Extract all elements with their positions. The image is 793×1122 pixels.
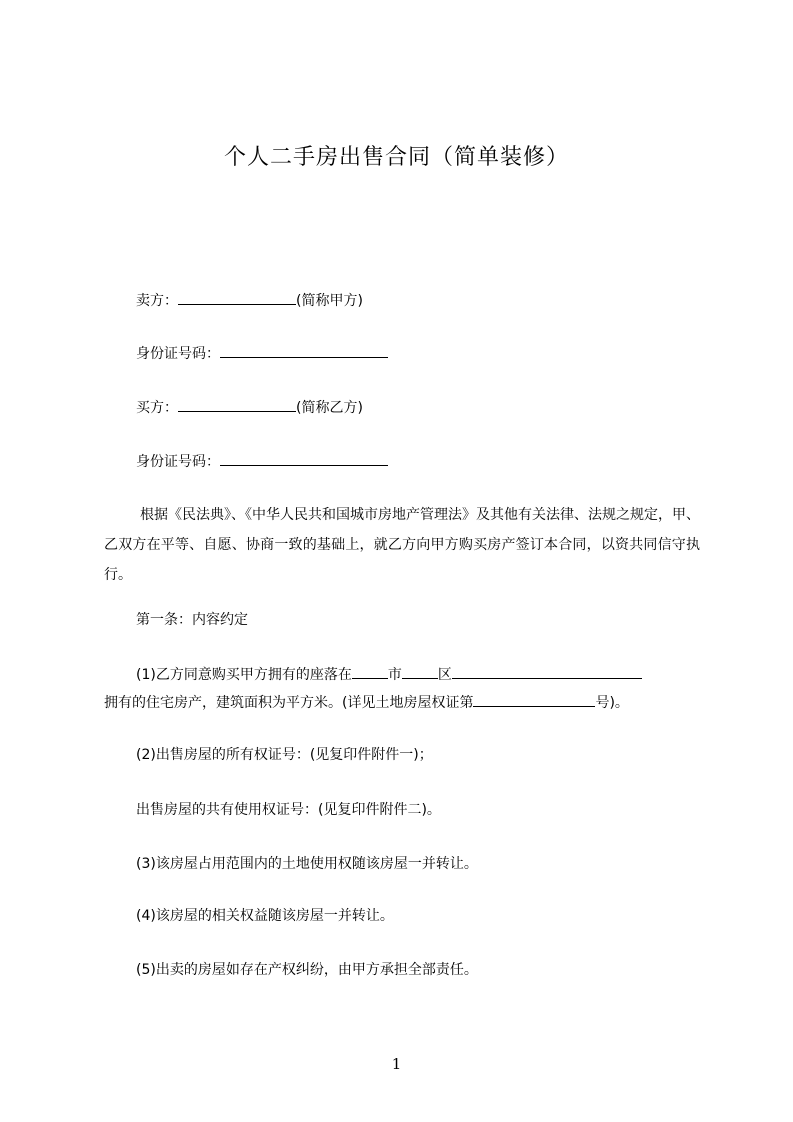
city-blank[interactable] xyxy=(352,664,388,679)
clause-5: (5)出卖的房屋如存在产权纠纷，由甲方承担全部责任。 xyxy=(136,962,478,978)
buyer-suffix: (简称乙方) xyxy=(296,400,363,416)
clause-2b: 出售房屋的共有使用权证号：(见复印件附件二)。 xyxy=(136,802,441,818)
buyer-id-line xyxy=(136,451,388,472)
seller-label: 卖方： xyxy=(136,293,178,309)
seller-blank[interactable] xyxy=(178,290,296,305)
buyer-label: 买方： xyxy=(136,400,178,416)
seller-line xyxy=(136,290,363,311)
clause-1-line-1 xyxy=(136,664,642,685)
clause-4: (4)该房屋的相关权益随该房屋一并转让。 xyxy=(136,908,394,924)
clause-1-part2: 拥有的住宅房产，建筑面积为平方米。(详见土地房屋权证第 xyxy=(104,695,474,711)
clause-1-part1: (1)乙方同意购买甲方拥有的座落在 xyxy=(136,667,352,683)
seller-id-line xyxy=(136,343,388,364)
district-name-blank[interactable] xyxy=(402,664,438,679)
clause-1-district: 区 xyxy=(437,667,452,683)
clause-1-end: 号)。 xyxy=(595,695,629,711)
seller-id-label: 身份证号码： xyxy=(136,346,220,362)
clause-1-line-2 xyxy=(104,692,629,713)
seller-id-blank[interactable] xyxy=(220,343,388,358)
buyer-blank[interactable] xyxy=(178,397,296,412)
preamble-paragraph: 根据《民法典》、《中华人民共和国城市房地产管理法》及其他有关法律、法规之规定，甲、乙双方在平等、自愿、协商一致的基础上，就乙方向甲方购买房产签订本合同，以资共同信守执行。 xyxy=(104,507,700,583)
certificate-number-blank[interactable] xyxy=(473,692,595,707)
address-blank[interactable] xyxy=(452,664,642,679)
clause-1-city: 市 xyxy=(387,667,402,683)
page-title: 个人二手房出售合同（简单装修） xyxy=(223,145,569,170)
seller-suffix: (简称甲方) xyxy=(296,293,363,309)
page-number: 1 xyxy=(391,1055,402,1073)
buyer-id-blank[interactable] xyxy=(220,451,388,466)
buyer-id-label: 身份证号码： xyxy=(136,454,220,470)
article-1-heading: 第一条：内容约定 xyxy=(136,612,248,628)
clause-2: (2)出售房屋的所有权证号：(见复印件附件一)； xyxy=(136,747,433,763)
buyer-line xyxy=(136,397,363,418)
clause-3: (3)该房屋占用范围内的土地使用权随该房屋一并转让。 xyxy=(136,856,478,872)
